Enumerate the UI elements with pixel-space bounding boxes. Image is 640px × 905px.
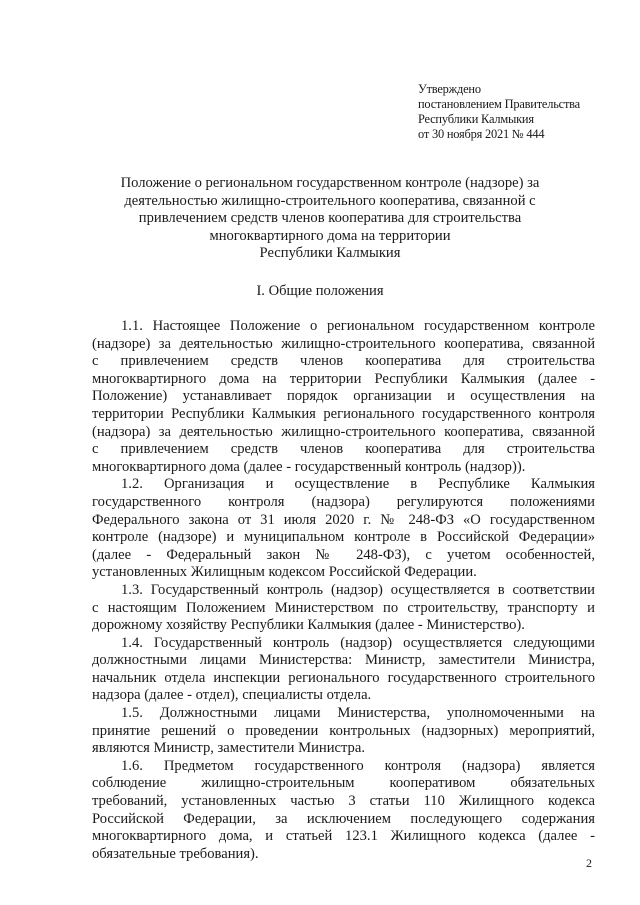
text-line: с привлечением средств членов кооператива для строительства — [92, 441, 595, 458]
approval-line: Республики Калмыкия — [418, 112, 534, 126]
page-number: 2 — [586, 856, 592, 870]
text-line: принятие решений о проведении контрольных (надзорных) мероприятий, — [92, 722, 595, 739]
paragraph-1-6 — [92, 758, 595, 864]
text-line: многоквартирного дома на территории Республики Калмыкия (далее - — [92, 370, 595, 387]
text-line: 1.3. Государственный контроль (надзор) осуществляется в соответствии — [121, 581, 595, 598]
approval-line: Утверждено — [418, 82, 481, 96]
text-line: многоквартирного дома (далее - государственный контроль (надзор)). — [92, 458, 526, 475]
text-line: 1.6. Предметом государственного контроля (надзора) является — [121, 757, 595, 774]
text-line: начальник отдела инспекции регионального государственного строительного — [92, 669, 595, 686]
paragraph-1-4 — [92, 635, 595, 705]
title-line: многоквартирного дома на территории — [209, 227, 451, 244]
text-line: обязательные требования). — [92, 845, 259, 862]
text-line: (надзора) за деятельностью жилищно-строительного кооператива, связанной — [92, 423, 595, 440]
text-line: Положение) устанавливает порядок организации и осуществления на — [92, 388, 595, 405]
text-line: территории Республики Калмыкия регионального государственного контроля — [92, 405, 595, 422]
approval-line: от 30 ноября 2021 № 444 — [418, 127, 545, 141]
title-line: привлечением средств членов кооператива для строительства — [138, 210, 522, 226]
paragraph-1-5 — [92, 705, 595, 758]
text-line: с настоящим Положением Министерством по строительству, транспорту и — [92, 599, 595, 616]
text-line: государственного контроля (надзора) регулируются положениями — [92, 493, 595, 510]
text-line: 1.2. Организация и осуществление в Республике Калмыкия — [121, 476, 595, 493]
text-line: должностными лицами Министерства: Министр, заместители Министра, — [92, 652, 595, 669]
paragraph-1-2 — [92, 476, 595, 582]
text-line: установленных Жилищным кодексом Российской Федерации. — [92, 564, 477, 581]
text-line: надзора (далее - отдел), специалисты отдела. — [92, 687, 372, 704]
text-line: 1.5. Должностными лицами Министерства, уполномоченными на — [121, 705, 595, 722]
text-line: являются Министр, заместители Министра. — [92, 740, 365, 757]
text-line: Российской Федерации, за исключением последующего содержания — [92, 810, 595, 827]
text-line: с привлечением средств членов кооператива для строительства — [92, 353, 595, 370]
text-line: Федерального закона от 31 июля 2020 г. № 248-ФЗ «О государственном — [92, 511, 595, 528]
text-line: 1.1. Настоящее Положение о региональном государственном контроле — [121, 318, 595, 334]
text-line: требований, установленных частью 3 статьи 110 Жилищного кодекса — [92, 793, 595, 810]
approval-line: постановлением Правительства — [418, 97, 580, 111]
text-line: (надзоре) за деятельностью жилищно-строительного кооператива, связанной — [92, 335, 595, 352]
text-line: многоквартирного дома, и статьей 123.1 Жилищного кодекса (далее - — [92, 828, 595, 845]
title-line: Положение о региональном государственном контроле (надзоре) за — [120, 175, 540, 191]
text-line: (далее - Федеральный закон № 248-ФЗ), с учетом особенностей, — [92, 546, 595, 563]
title-line: деятельностью жилищно-строительного кооператива, связанной с — [124, 192, 536, 209]
approval-stamp — [418, 82, 580, 142]
text-line: контроле (надзоре) и муниципальном контроле в Российской Федерации» — [92, 529, 595, 546]
document-title — [95, 175, 565, 263]
text-line: 1.4. Государственный контроль (надзор) осуществляется следующими — [121, 634, 595, 651]
document-body — [92, 318, 595, 863]
paragraph-1-3 — [92, 582, 595, 635]
paragraph-1-1 — [92, 318, 595, 476]
title-line: Республики Калмыкия — [259, 245, 401, 261]
section-heading: I. Общие положения — [256, 283, 384, 299]
text-line: дорожному хозяйству Республики Калмыкия (далее - Министерство). — [92, 617, 525, 634]
text-line: соблюдение жилищно-строительным кооперативом обязательных — [92, 775, 595, 792]
